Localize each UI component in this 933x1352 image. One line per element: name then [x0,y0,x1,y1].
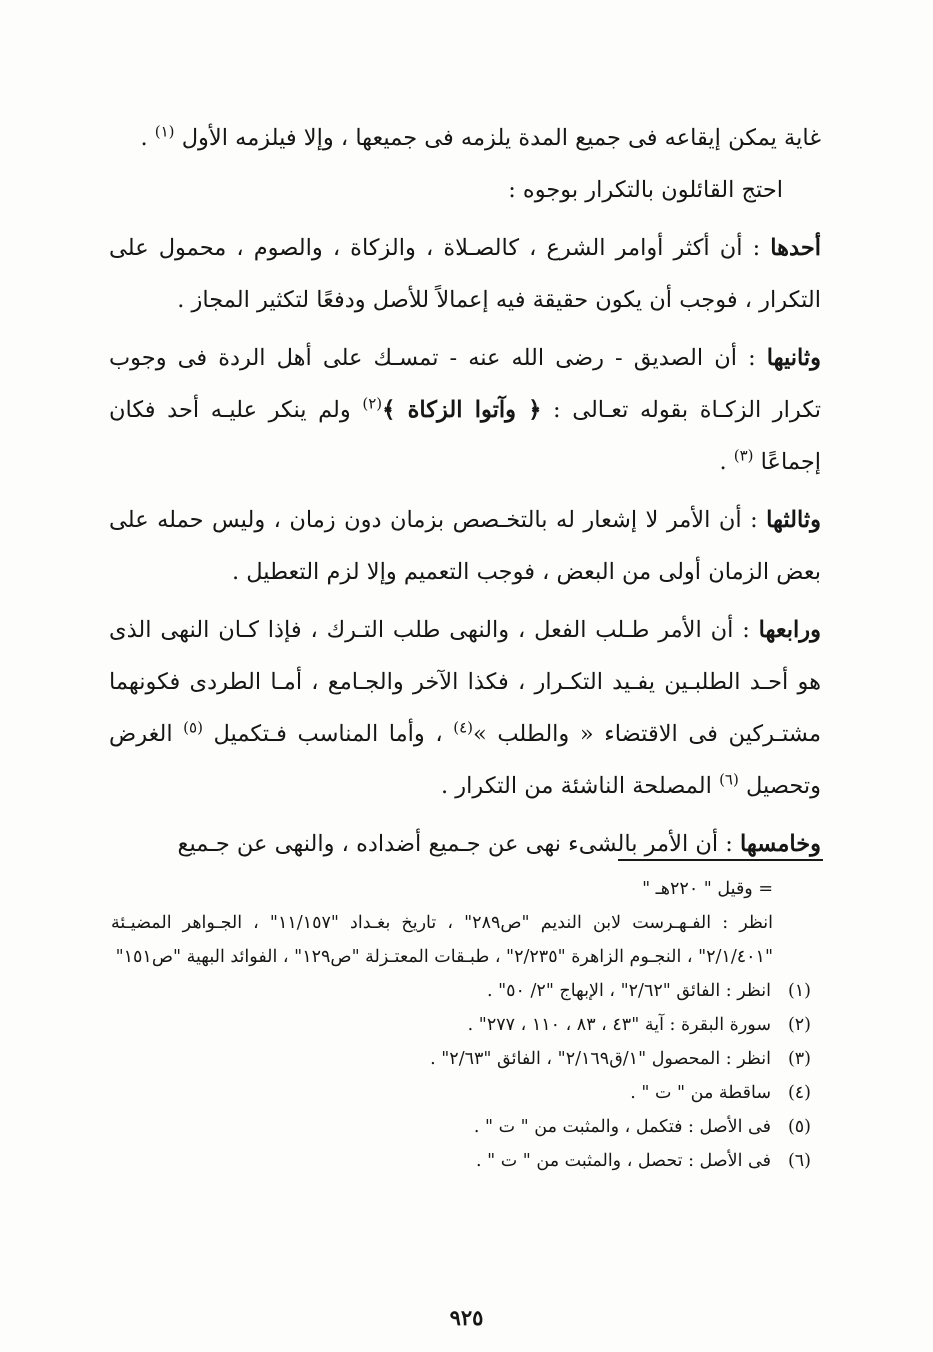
footnote-text: سورة البقرة : آية "٤٣ ، ٨٣ ، ١١٠ ، ٢٧٧" . [467,1015,771,1035]
footnote-item [111,974,821,1008]
footnote-number: (٥) [787,1117,811,1137]
footnote-item [111,1144,821,1178]
footnote-item [111,1008,821,1042]
paragraph-fourth-argument: ورابعها : أن الأمر طـلب الفعل ، والنهى طلب التـرك ، فإذا كـان النهى الذى هو أحـد الطلبـين يفـيد التكـرار ، فكذا الآخر والجـامع ، أمـا الطردى فكونهما مشتـركين فى الاقتضاء « والطلب »$^{(٤)}$ ، وأما المناسب فـتكميل $^{(٥)}$ الغرض وتحصيل $^{(٦)}$ المصلحة الناشئة من التكرار . [109,617,821,799]
footnote-divider [618,859,823,861]
quran-verse: ﴿ وآتوا الزكاة ﴾ [382,397,542,423]
main-text [109,112,821,876]
footnote-ref[interactable]: (٤) [453,718,473,737]
footnote-ref[interactable]: (٦) [719,770,739,789]
footnote-ref[interactable]: (٣) [733,446,754,465]
paragraph-intro: احتج القائلون بالتكرار بوجوه : [508,177,783,203]
page-number: ٩٢٥ [449,1305,484,1330]
footnote-item [111,1076,821,1110]
paragraph-continuation: غاية يمكن إيقاعه فى جميع المدة يلزمه فى جميعها ، وإلا فيلزمه الأول $^{(١)}$ . [140,122,821,151]
paragraph-second-argument: وثانيها : أن الصديق - رضى الله عنه - تمسـك على أهل الردة فى وجوب تكرار الزكـاة بقوله تعـالى : ﴿ وآتوا الزكاة ﴾$^{(٢)}$ ولم ينكر عليـه أحد فكان إجماعًا $^{(٣)}$ . [109,345,822,475]
footnote-number: (٦) [787,1151,811,1171]
footnote-text: انظر : الفائق "٢/٦٢" ، الإبهاج "٢/ ٥٠" . [486,981,771,1001]
footnote-continuation-sources: انظر : الفـهـرست لابن النديم "ص٢٨٩" ، تاريخ بغـداد "١١/١٥٧" ، الجـواهر المضيـئة "٢/١/٤٠١" ، النجـوم الزاهرة "٢/٢٣٥" ، طبـقات المعتـزلة "ص١٢٩" ، الفوائد البهية "ص١٥١" [111,913,773,967]
footnote-text: فى الأصل : فتكمل ، والمثبت من " ت " . [473,1117,771,1137]
paragraph-lead: أحدها [770,235,821,261]
footnote-number: (٣) [787,1049,811,1069]
paragraph-lead: وثانيها [766,345,821,371]
footnote-item [111,1110,821,1144]
paragraph-third-argument: وثالثها : أن الأمر لا إشعار له بالتخـصص بزمان دون زمان ، وليس حمله على بعض الزمان أولى من البعض ، فوجب التعميم وإلا لزم التعطيل . [109,507,821,585]
footnote-text: فى الأصل : تحصل ، والمثبت من " ت " . [475,1151,771,1171]
footnote-ref[interactable]: (٢) [362,394,383,413]
footnote-ref[interactable]: (١) [154,122,175,141]
footnote-text: ساقطة من " ت " . [630,1083,771,1103]
footnote-number: (٤) [787,1083,811,1103]
paragraph-lead: ورابعها [758,617,821,643]
footnote-ref[interactable]: (٥) [183,718,203,737]
footnote-continuation-line: = وقيل " ٢٢٠هـ " [642,879,773,899]
paragraph-lead: وخامسها [740,831,821,857]
footnote-number: (٢) [787,1015,811,1035]
paragraph-lead: وثالثها [766,507,821,533]
footnote-number: (١) [787,981,811,1001]
footnote-text: انظر : المحصول "١/ق٢/١٦٩" ، الفائق "٢/٦٣" . [430,1049,771,1069]
paragraph-fifth-argument: وخامسها : أن الأمر بالشىء نهى عن جـميع أضداده ، والنهى عن جـميع [177,831,821,857]
paragraph-first-argument: أحدها : أن أكثر أوامر الشرع ، كالصـلاة ، والزكاة ، والصوم ، محمول على التكرار ، فوجب أن يكون حقيقة فيه إعمالاً للأصل ودفعًا لتكثير المجاز . [109,235,821,313]
footnote-item [111,1042,821,1076]
footnotes [111,872,821,1178]
